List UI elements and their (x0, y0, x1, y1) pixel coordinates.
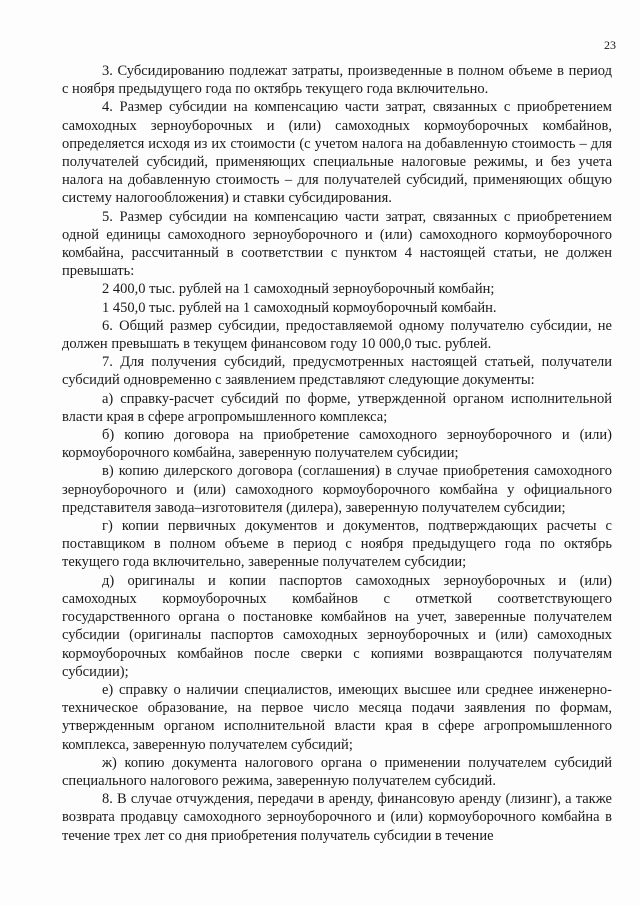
document-body (62, 62, 612, 845)
item-g: г) копии первичных документов и документов, подтверждающих расчеты с поставщиком в полном объеме в период с ноября предыдущего года по октябрь текущего года включительно, заверенные получателем субсидии; (62, 518, 612, 571)
item-e: е) справку о наличии специалистов, имеющих высшее или среднее инженерно-техническое образование, на первое число месяца подачи заявления по формам, утвержденным органом исполнительной власти края в сфере агропромышленного комплекса, заверенную получателем субсидий; (62, 681, 612, 753)
item-b: б) копию договора на приобретение самоходного зерноуборочного и (или) кормоуборочного комбайна, заверенную получателем субсидии; (62, 427, 612, 462)
paragraph-6: 6. Общий размер субсидии, предоставляемой одному получателю субсидии, не должен превышать в текущем финансовом году 10 000,0 тыс. рублей. (62, 317, 612, 353)
page-number: 23 (604, 38, 616, 52)
item-zh: ж) копию документа налогового органа о применении получателем субсидий специального налогового режима, заверенную получателем субсидий. (62, 754, 612, 789)
paragraph-3: 3. Субсидированию подлежат затраты, произведенные в полном объеме в период с ноября предыдущего года по октябрь текущего года включительно. (62, 63, 612, 98)
limit-grain-harvester: 2 400,0 тыс. рублей на 1 самоходный зерноуборочный комбайн; (102, 281, 495, 298)
paragraph-8: 8. В случае отчуждения, передачи в аренду, финансовую аренду (лизинг), а также возврата продавцу самоходного зерноуборочного и (или) кормоуборочного комбайна в течение трех лет со дня приобретения получатель субсидии в течение (62, 791, 612, 844)
paragraph-4: 4. Размер субсидии на компенсацию части затрат, связанных с приобретением самоходных зерноуборочных и (или) самоходных кормоуборочных комбайнов, определяется исходя из их стоимости (с учетом налога на добавленную стоимость – для получателей субсидий, применяющих специальные налоговые режимы, и без учета налога на добавленную стоимость – для получателей субсидий, применяющих общую систему налогообложения) и ставки субсидирования. (62, 99, 612, 207)
paragraph-7: 7. Для получения субсидий, предусмотренных настоящей статьей, получатели субсидий одновременно с заявлением представляют следующие документы: (62, 354, 612, 389)
paragraph-5: 5. Размер субсидии на компенсацию части затрат, связанных с приобретением одной единицы самоходного зерноуборочного и (или) самоходного кормоуборочного комбайна, рассчитанный в соответствии с пунктом 4 настоящей статьи, не должен превышать: (62, 208, 612, 280)
item-a: а) справку-расчет субсидий по форме, утвержденной органом исполнительной власти края в сфере агропромышленного комплекса; (62, 390, 612, 425)
item-v: в) копию дилерского договора (соглашения) в случае приобретения самоходного зерноуборочного и (или) самоходного кормоуборочного комбайна у официального представителя завода–изготовителя (дилера), заверенную получателем субсидии; (62, 463, 612, 516)
limit-forage-harvester: 1 450,0 тыс. рублей на 1 самоходный кормоуборочный комбайн. (102, 299, 497, 316)
item-d: д) оригиналы и копии паспортов самоходных зерноуборочных и (или) самоходных кормоуборочных комбайнов с отметкой соответствующего государственного органа о постановке комбайнов на учет, заверенные получателем субсидии (оригиналы паспортов самоходных зерноуборочных и (или) самоходных кормоуборочных комбайнов после сверки с копиями возвращаются получателям субсидии); (62, 572, 612, 680)
